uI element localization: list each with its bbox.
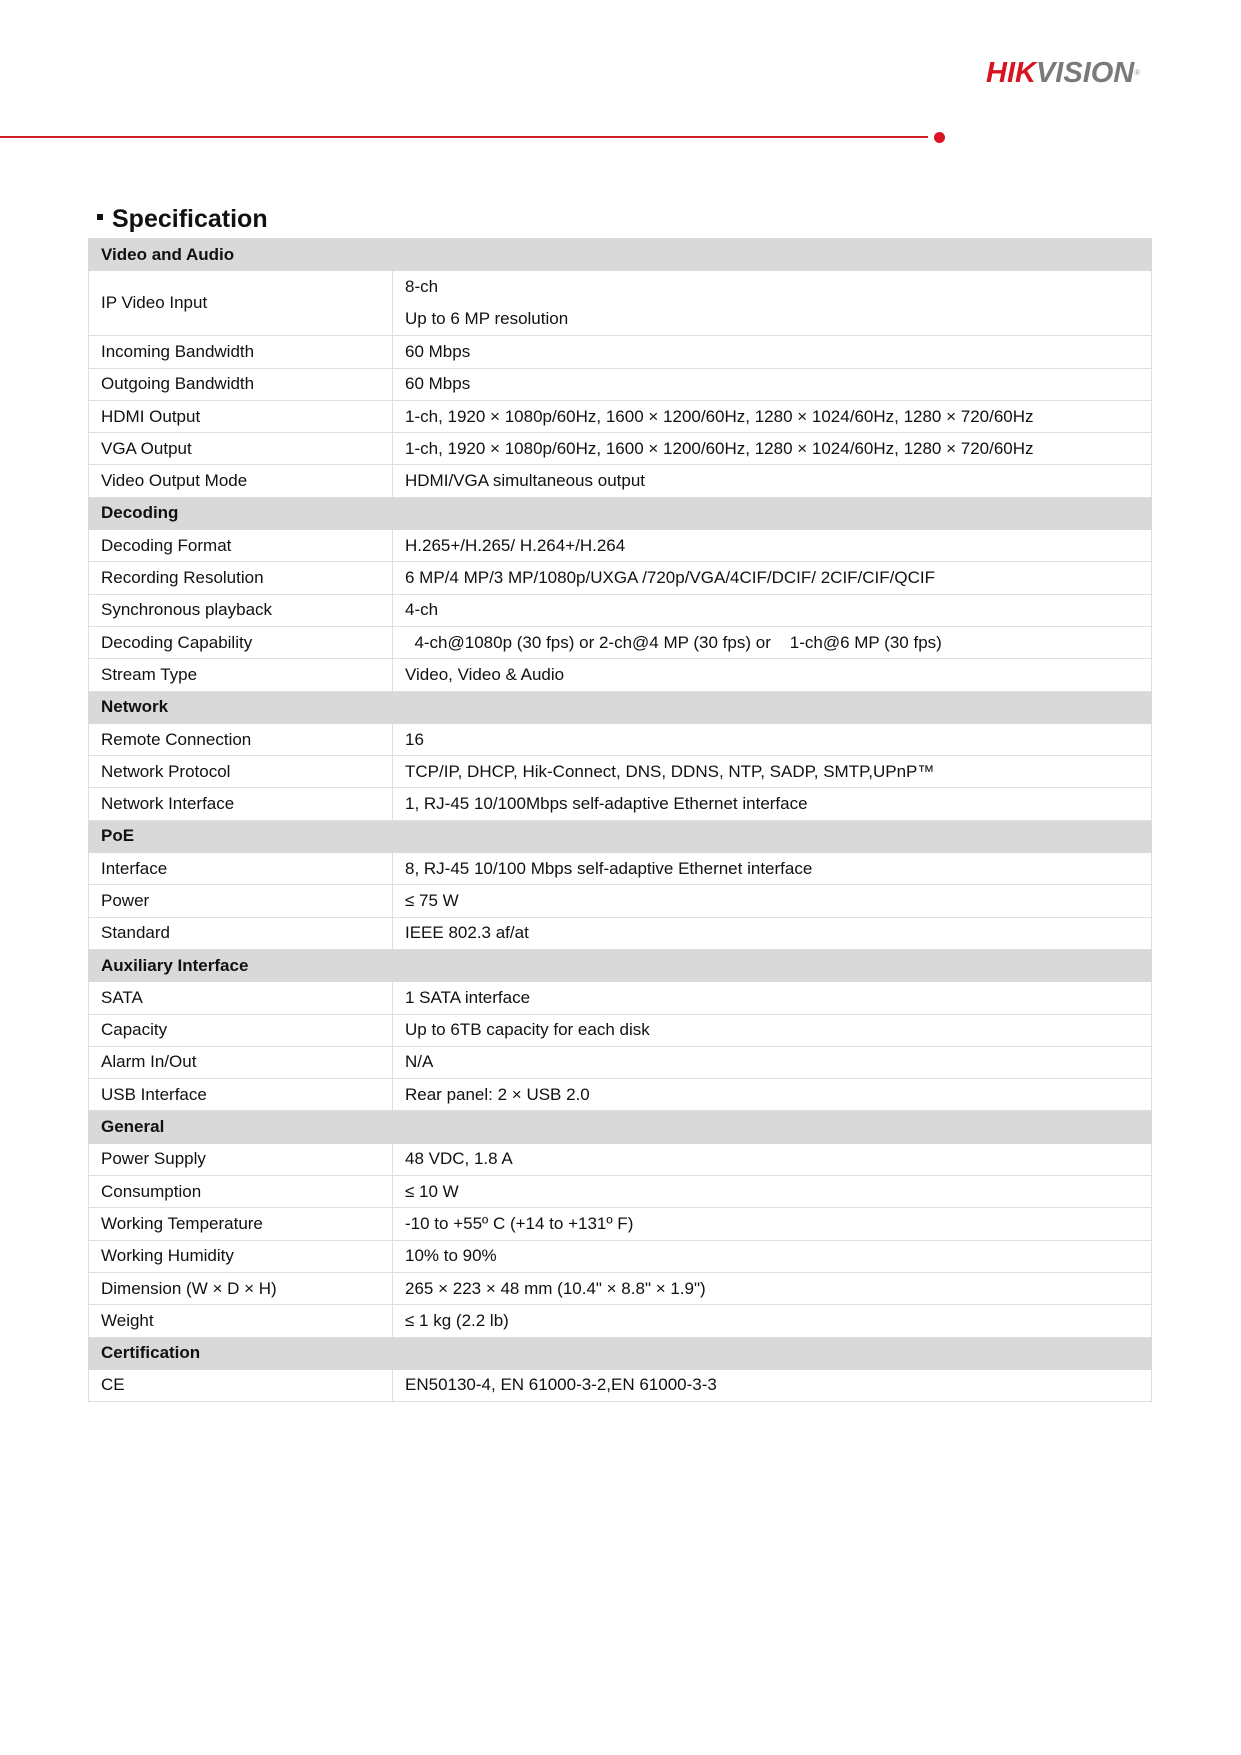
spec-value: 8, RJ-45 10/100 Mbps self-adaptive Ethernet interface (393, 853, 1152, 885)
section-title: Video and Audio (89, 239, 1152, 271)
spec-label: CE (89, 1369, 393, 1401)
spec-row (89, 788, 1152, 820)
spec-label: Power (89, 885, 393, 917)
spec-value: 1 SATA interface (393, 982, 1152, 1014)
spec-value: 60 Mbps (393, 336, 1152, 368)
spec-label: Recording Resolution (89, 562, 393, 594)
spec-label: Capacity (89, 1014, 393, 1046)
square-bullet-icon (97, 214, 103, 220)
spec-row (89, 1014, 1152, 1046)
spec-value: 6 MP/4 MP/3 MP/1080p/UXGA /720p/VGA/4CIF/DCIF/ 2CIF/CIF/QCIF (393, 562, 1152, 594)
header-red-rule (0, 136, 928, 138)
spec-row (89, 562, 1152, 594)
spec-value: 4-ch@1080p (30 fps) or 2-ch@4 MP (30 fps) or 1-ch@6 MP (30 fps) (393, 626, 1152, 658)
spec-label: Decoding Capability (89, 626, 393, 658)
spec-value: IEEE 802.3 af/at (393, 917, 1152, 949)
spec-value: 48 VDC, 1.8 A (393, 1143, 1152, 1175)
spec-value: -10 to +55º C (+14 to +131º F) (393, 1208, 1152, 1240)
spec-label: Outgoing Bandwidth (89, 368, 393, 400)
spec-row (89, 917, 1152, 949)
spec-value: ≤ 10 W (393, 1176, 1152, 1208)
spec-label: Weight (89, 1305, 393, 1337)
spec-value: ≤ 75 W (393, 885, 1152, 917)
spec-label: IP Video Input (89, 271, 393, 336)
spec-value-line: 8-ch (405, 277, 439, 297)
hikvision-logo (986, 58, 1140, 88)
spec-label: Dimension (W × D × H) (89, 1272, 393, 1304)
spec-row (89, 1305, 1152, 1337)
spec-row (89, 756, 1152, 788)
spec-row (89, 368, 1152, 400)
spec-value: EN50130-4, EN 61000-3-2,EN 61000-3-3 (393, 1369, 1152, 1401)
spec-row (89, 1369, 1152, 1401)
spec-label: Alarm In/Out (89, 1046, 393, 1078)
spec-row (89, 1240, 1152, 1272)
spec-label: Working Humidity (89, 1240, 393, 1272)
section-header-row (89, 820, 1152, 852)
section-header-row (89, 1337, 1152, 1369)
spec-value: N/A (393, 1046, 1152, 1078)
spec-label: SATA (89, 982, 393, 1014)
spec-row (89, 1208, 1152, 1240)
spec-label: Remote Connection (89, 723, 393, 755)
spec-label: Power Supply (89, 1143, 393, 1175)
spec-value: Video, Video & Audio (393, 659, 1152, 691)
section-title: Network (89, 691, 1152, 723)
spec-value: 60 Mbps (393, 368, 1152, 400)
spec-label: USB Interface (89, 1079, 393, 1111)
spec-label: Consumption (89, 1176, 393, 1208)
registered-mark: ® (1134, 68, 1141, 77)
spec-label: Working Temperature (89, 1208, 393, 1240)
spec-row (89, 1143, 1152, 1175)
spec-value: 265 × 223 × 48 mm (10.4" × 8.8" × 1.9") (393, 1272, 1152, 1304)
spec-value (393, 271, 1152, 336)
spec-label: VGA Output (89, 433, 393, 465)
spec-value-line: Up to 6 MP resolution (405, 309, 569, 329)
spec-value: 1-ch, 1920 × 1080p/60Hz, 1600 × 1200/60Hz, 1280 × 1024/60Hz, 1280 × 720/60Hz (393, 433, 1152, 465)
section-header-row (89, 691, 1152, 723)
section-title: Certification (89, 1337, 1152, 1369)
spec-row (89, 1079, 1152, 1111)
section-title: General (89, 1111, 1152, 1143)
spec-row (89, 1272, 1152, 1304)
spec-label: Standard (89, 917, 393, 949)
spec-value: 1-ch, 1920 × 1080p/60Hz, 1600 × 1200/60Hz, 1280 × 1024/60Hz, 1280 × 720/60Hz (393, 400, 1152, 432)
section-title: Decoding (89, 497, 1152, 529)
spec-label: Interface (89, 853, 393, 885)
spec-row (89, 1046, 1152, 1078)
spec-value: 1, RJ-45 10/100Mbps self-adaptive Ethernet interface (393, 788, 1152, 820)
spec-label: Stream Type (89, 659, 393, 691)
spec-row (89, 271, 1152, 336)
spec-value: 4-ch (393, 594, 1152, 626)
spec-value: Rear panel: 2 × USB 2.0 (393, 1079, 1152, 1111)
spec-label: Incoming Bandwidth (89, 336, 393, 368)
spec-row (89, 723, 1152, 755)
spec-value: Up to 6TB capacity for each disk (393, 1014, 1152, 1046)
spec-row (89, 336, 1152, 368)
spec-value: 10% to 90% (393, 1240, 1152, 1272)
header-red-dot (934, 132, 945, 143)
section-header-row (89, 239, 1152, 271)
spec-label: Network Protocol (89, 756, 393, 788)
spec-label: Synchronous playback (89, 594, 393, 626)
spec-row (89, 465, 1152, 497)
spec-value: H.265+/H.265/ H.264+/H.264 (393, 530, 1152, 562)
spec-row (89, 885, 1152, 917)
page-title-text: Specification (112, 205, 268, 233)
spec-label: HDMI Output (89, 400, 393, 432)
spec-value: 16 (393, 723, 1152, 755)
logo-text-gray: VISION (1035, 57, 1135, 89)
page-title (97, 204, 268, 234)
spec-row (89, 1176, 1152, 1208)
spec-label: Decoding Format (89, 530, 393, 562)
spec-row (89, 400, 1152, 432)
logo-text-red: HIK (986, 57, 1036, 89)
section-title: Auxiliary Interface (89, 949, 1152, 981)
spec-label: Video Output Mode (89, 465, 393, 497)
spec-value: HDMI/VGA simultaneous output (393, 465, 1152, 497)
section-header-row (89, 1111, 1152, 1143)
spec-row (89, 982, 1152, 1014)
spec-row (89, 659, 1152, 691)
spec-value: TCP/IP, DHCP, Hik-Connect, DNS, DDNS, NTP, SADP, SMTP,UPnP™ (393, 756, 1152, 788)
spec-row (89, 530, 1152, 562)
section-header-row (89, 497, 1152, 529)
spec-row (89, 433, 1152, 465)
spec-value: ≤ 1 kg (2.2 lb) (393, 1305, 1152, 1337)
specification-table (88, 238, 1152, 1402)
spec-row (89, 594, 1152, 626)
section-title: PoE (89, 820, 1152, 852)
section-header-row (89, 949, 1152, 981)
spec-row (89, 853, 1152, 885)
spec-label: Network Interface (89, 788, 393, 820)
spec-row (89, 626, 1152, 658)
